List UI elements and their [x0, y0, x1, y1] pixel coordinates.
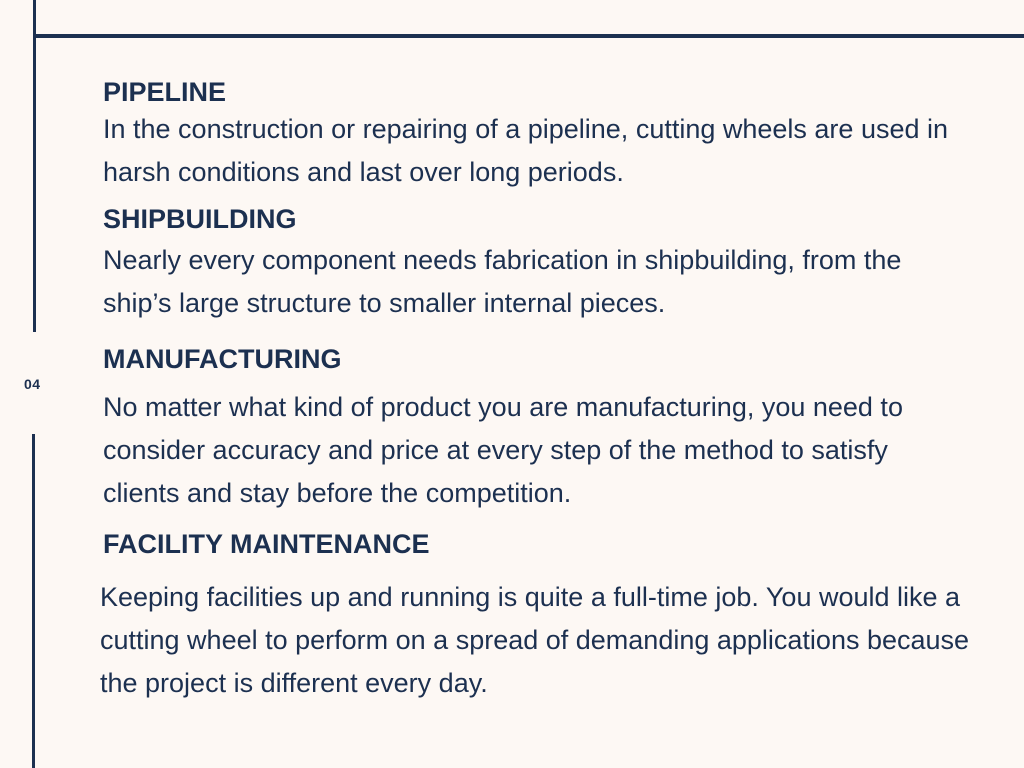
section-shipbuilding — [103, 203, 983, 325]
section-body: Keeping facilities up and running is quite a full-time job. You would like a cutting wheel to perform on a spread of demanding applications because the project is different every day. — [100, 582, 970, 698]
left-rule-lower — [32, 434, 35, 768]
section-body: Nearly every component needs fabrication in shipbuilding, from the ship’s large structure to smaller internal pieces. — [103, 245, 902, 318]
section-title: MANUFACTURING — [103, 344, 342, 374]
section-body: No matter what kind of product you are manufacturing, you need to consider accuracy and price at every step of the method to satisfy clients and stay before the competition. — [103, 392, 903, 508]
left-rule-upper — [33, 0, 36, 332]
section-title: FACILITY MAINTENANCE — [103, 529, 430, 559]
section-pipeline — [103, 76, 983, 194]
section-body: In the construction or repairing of a pipeline, cutting wheels are used in harsh conditions and last over long periods. — [103, 114, 949, 187]
page-number: 04 — [24, 376, 41, 392]
section-title: PIPELINE — [103, 77, 227, 107]
section-title: SHIPBUILDING — [103, 204, 297, 234]
section-manufacturing — [103, 343, 983, 515]
section-facility-maintenance — [100, 528, 983, 705]
top-rule — [34, 34, 1024, 38]
